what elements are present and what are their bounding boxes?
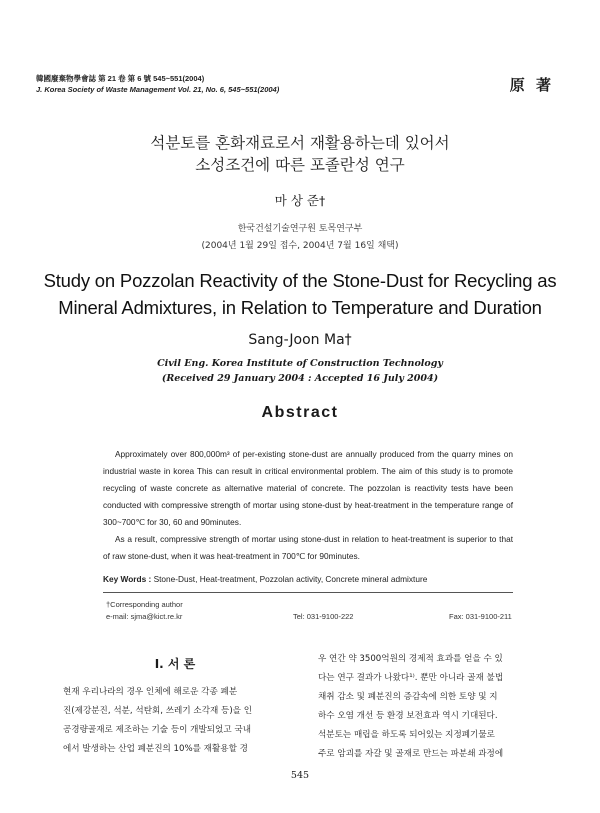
body-line: 현재 우리나라의 경우 인체에 해로운 각종 폐분 <box>63 687 238 697</box>
body-line: 채취 감소 및 폐분진의 증감속에 의한 토양 및 지 <box>318 692 498 702</box>
page-number: 545 <box>290 770 310 781</box>
title-ko-line1: 석분토를 혼화재료로서 재활용하는데 있어서 <box>150 134 450 152</box>
journal-citation-ko: 韓國廢棄物學會誌 第 21 卷 第 6 號 545~551(2004) <box>36 74 205 83</box>
corresponding-author-note: †Corresponding author <box>106 600 183 609</box>
affiliation-ko: 한국건설기술연구원 토목연구부 <box>237 224 363 234</box>
corresponding-tel: Tel: 031-9100-222 <box>293 612 354 621</box>
body-line: 공경량골재로 제조하는 기술 등이 개발되었고 국내 <box>63 725 251 735</box>
author-ko: 마 상 준† <box>274 193 326 208</box>
author-en: Sang-Joon Ma† <box>248 332 352 348</box>
abstract-body <box>103 446 513 565</box>
abstract-heading: Abstract <box>261 404 339 421</box>
affiliation-en: Civil Eng. Korea Institute of Construction Technology <box>157 358 443 369</box>
body-line: 에서 발생하는 산업 폐분진의 10%를 재활용할 경 <box>63 744 248 754</box>
body-line: 우 연간 약 3500억원의 경제적 효과를 얻을 수 있 <box>318 654 503 664</box>
journal-citation-en: J. Korea Society of Waste Management Vol. 21, No. 6, 545~551(2004) <box>36 85 280 94</box>
body-column-left <box>63 683 295 759</box>
body-line: 하수 오염 개선 등 환경 보전효과 역시 기대된다. <box>318 711 498 721</box>
keywords-label: Key Words : <box>103 574 152 584</box>
abstract-paragraph-2: As a result, compressive strength of mortar using stone-dust in relation to heat-treatment is superior to that of raw stone-dust, when it was heat-treatment in 700℃ for 90minutes. <box>103 534 513 561</box>
keywords <box>103 574 513 584</box>
title-en-line1: Study on Pozzolan Reactivity of the Stone-Dust for Recycling as <box>43 270 557 291</box>
section-heading-introduction: Ⅰ. 서 론 <box>154 657 196 671</box>
keywords-text: Stone-Dust, Heat-treatment, Pozzolan activity, Concrete mineral admixture <box>153 574 428 584</box>
dates-en: (Received 29 January 2004 : Accepted 16 July 2004) <box>161 373 439 384</box>
body-line: 다는 연구 결과가 나왔다¹⁾. 뿐만 아니라 골재 불법 <box>318 673 504 683</box>
article-type-label: 原 著 <box>509 76 554 94</box>
footnote-divider <box>103 592 513 593</box>
body-line: 주로 암괴를 자갈 및 골재로 만드는 파분쇄 과정에 <box>318 749 504 759</box>
body-line: 석분토는 매립을 하도록 되어있는 지정폐기물로 <box>318 730 495 740</box>
dates-ko: (2004년 1월 29일 접수, 2004년 7월 16일 채택) <box>201 241 399 251</box>
body-line: 진(제강분진, 석분, 석탄회, 쓰레기 소각재 등)을 인 <box>63 706 253 716</box>
corresponding-fax: Fax: 031-9100-211 <box>449 612 512 621</box>
corresponding-email: e-mail: sjma@kict.re.kr <box>106 612 183 621</box>
abstract-paragraph-1: Approximately over 800,000m³ of per-existing stone-dust are annually produced from the quarry mines on industrial waste in korea This can result in critical environmental problem. The aim of this study is to promote recycling of waste concrete as alternative material of concrete. The pozzolan is reactivity tests have been conducted with compressive strength of mortar using stone-dust by heat-treatment in the temperature range of 300~700℃ for 30, 60 and 90minutes. <box>103 449 513 527</box>
title-ko-line2: 소성조건에 따른 포졸란성 연구 <box>195 156 405 174</box>
body-column-right <box>318 650 550 764</box>
title-en-line2: Mineral Admixtures, in Relation to Temperature and Duration <box>58 297 542 318</box>
